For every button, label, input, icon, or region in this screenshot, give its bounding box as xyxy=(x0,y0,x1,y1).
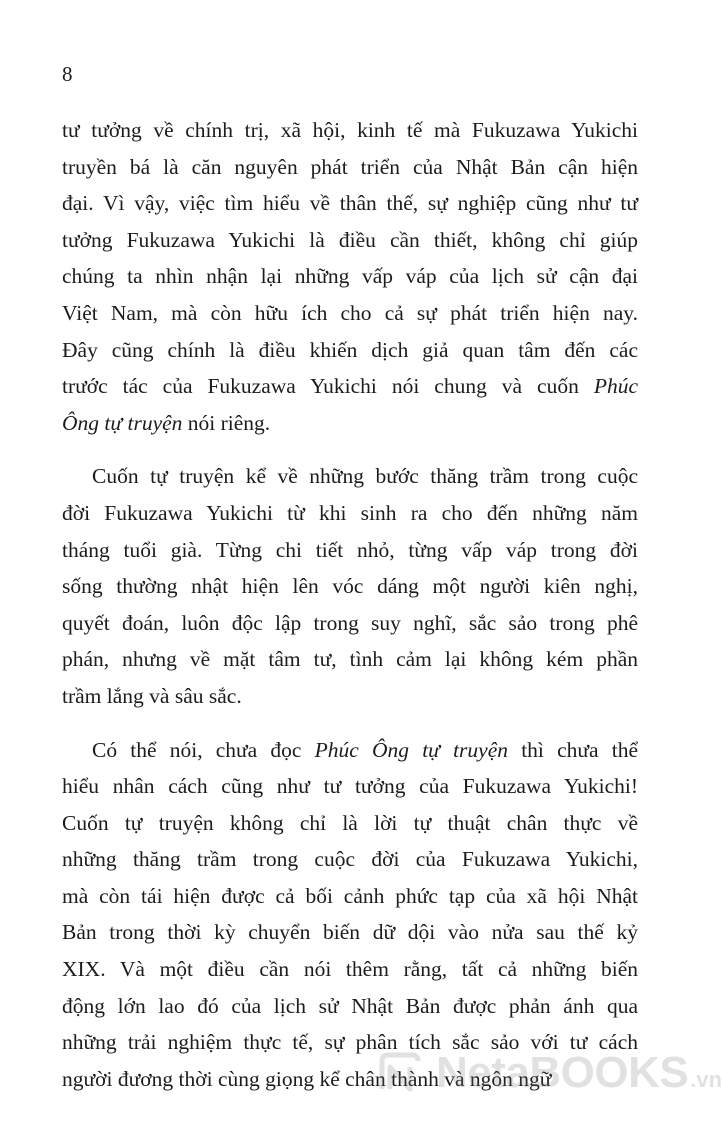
watermark-brand: NetaBOOKS xyxy=(436,1048,689,1097)
book-title-italic: Ông tự truyện xyxy=(62,410,183,435)
text-line xyxy=(62,841,638,878)
text-segment: trầm lắng và sâu sắc. xyxy=(62,683,242,708)
page-number: 8 xyxy=(62,62,73,86)
text-segment: tưởng Fukuzawa Yukichi là điều cần thiết, không chỉ giúp xyxy=(62,227,638,252)
text-line xyxy=(62,368,638,405)
paragraph xyxy=(62,112,638,441)
text-line xyxy=(62,149,638,186)
text-line xyxy=(62,768,638,805)
text-segment: động lớn lao đó của lịch sử Nhật Bản được phản ánh qua xyxy=(62,993,638,1018)
text-segment: Cuốn tự truyện không chỉ là lời tự thuật chân thực về xyxy=(62,810,638,835)
text-segment: tư tưởng về chính trị, xã hội, kinh tế mà Fukuzawa Yukichi xyxy=(62,118,638,142)
text-line xyxy=(62,641,638,678)
text-line xyxy=(62,185,638,222)
text-segment: những trải nghiệm thực tế, sự phân tích sắc sảo với tư cách xyxy=(62,1030,638,1055)
text-segment: tháng tuổi già. Từng chi tiết nhỏ, từng vấp váp trong đời xyxy=(62,537,638,562)
text-line xyxy=(62,495,638,532)
text-segment: chúng ta nhìn nhận lại những vấp váp của lịch sử cận đại xyxy=(62,264,638,289)
text-line xyxy=(62,605,638,642)
text-segment: Việt Nam, mà còn hữu ích cho cả sự phát triển hiện nay. xyxy=(62,300,638,325)
text-segment: Bản trong thời kỳ chuyển biến dữ dội vào nửa sau thế kỷ xyxy=(62,920,638,945)
text-segment: mà còn tái hiện được cả bối cảnh phức tạp của xã hội Nhật xyxy=(62,883,638,908)
text-line xyxy=(62,805,638,842)
text-line xyxy=(62,532,638,569)
text-segment: phán, nhưng về mặt tâm tư, tình cảm lại không kém phần xyxy=(62,647,638,672)
text-line xyxy=(62,678,638,715)
text-segment: những thăng trầm trong cuộc đời của Fukuzawa Yukichi, xyxy=(62,847,638,872)
text-line xyxy=(62,951,638,988)
text-body xyxy=(62,112,638,1097)
text-segment: Có thể nói, chưa đọc xyxy=(92,737,315,762)
book-title-italic: Phúc xyxy=(593,374,638,399)
text-segment: nói riêng. xyxy=(182,410,271,435)
paragraph xyxy=(62,458,638,714)
text-line xyxy=(62,258,638,295)
text-segment: sống thường nhật hiện lên vóc dáng một người kiên nghị, xyxy=(62,574,638,599)
text-segment: hiểu nhân cách cũng như tư tưởng của Fukuzawa Yukichi! xyxy=(62,774,638,799)
paragraph xyxy=(62,732,638,1098)
text-segment: XIX. Và một điều cần nói thêm rằng, tất cả những biến xyxy=(62,957,638,982)
text-segment: thì chưa thể xyxy=(508,737,639,762)
text-line xyxy=(62,332,638,369)
text-line xyxy=(62,112,638,149)
text-segment: Đây cũng chính là điều khiến dịch giả quan tâm đến các xyxy=(62,337,638,362)
text-segment: truyền bá là căn nguyên phát triển của Nhật Bản cận hiện xyxy=(62,154,638,179)
text-segment: Cuốn tự truyện kể về những bước thăng trầm trong cuộc xyxy=(92,464,638,489)
text-line xyxy=(62,568,638,605)
book-title-italic: Phúc Ông tự truyện xyxy=(314,737,509,762)
text-segment: đại. Vì vậy, việc tìm hiểu về thân thế, sự nghiệp cũng như tư xyxy=(62,191,638,216)
watermark-suffix: .vn xyxy=(690,1067,722,1092)
watermark xyxy=(372,1048,722,1098)
netabooks-logo-icon xyxy=(372,1049,428,1097)
text-line xyxy=(62,878,638,915)
text-line xyxy=(62,732,638,769)
text-line xyxy=(62,914,638,951)
text-segment: quyết đoán, luôn độc lập trong suy nghĩ, sắc sảo trong phê xyxy=(62,610,638,635)
text-line xyxy=(62,458,638,495)
text-segment: đời Fukuzawa Yukichi từ khi sinh ra cho đến những năm xyxy=(62,500,638,525)
text-line xyxy=(62,222,638,259)
text-line xyxy=(62,988,638,1025)
text-line xyxy=(62,295,638,332)
text-segment: trước tác của Fukuzawa Yukichi nói chung và cuốn xyxy=(62,374,594,399)
text-line xyxy=(62,405,638,442)
text-segment: người đương thời cùng giọng kể chân thành và ngôn ngữ xyxy=(62,1066,552,1091)
